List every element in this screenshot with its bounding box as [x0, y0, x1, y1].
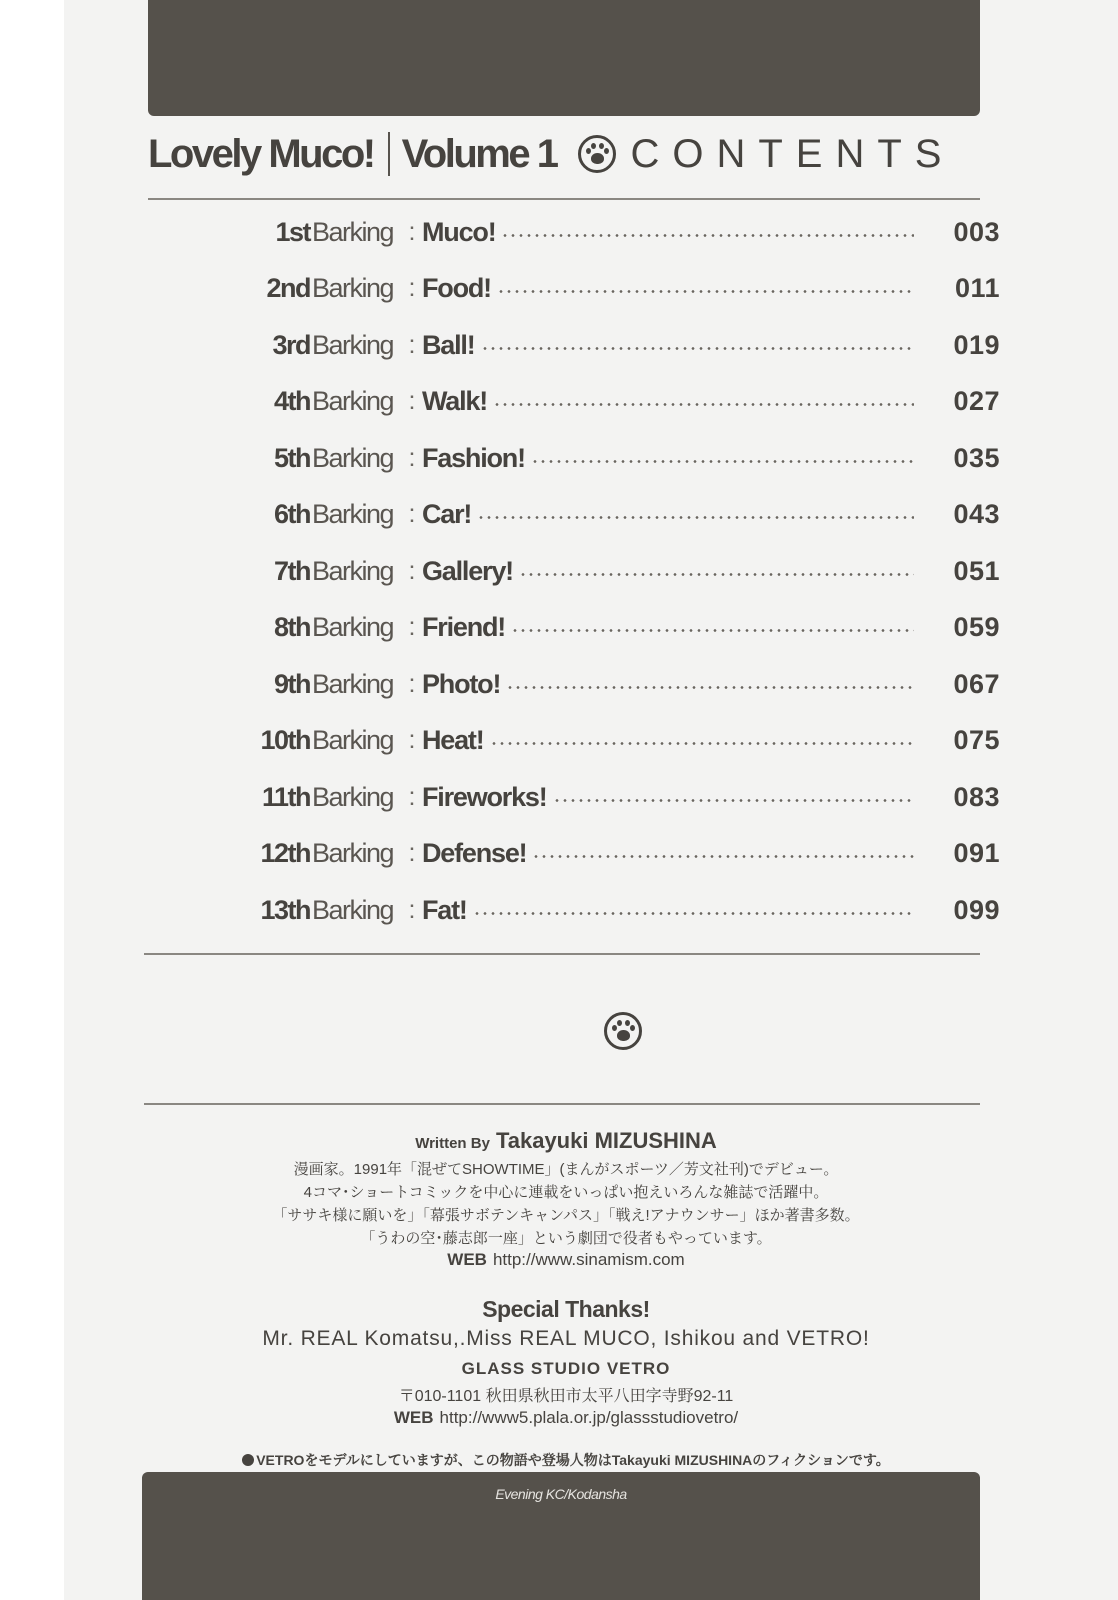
chapter-ordinal: 11th — [261, 781, 310, 812]
chapter-word: Barking — [312, 499, 394, 529]
chapter-title: Fat! — [422, 894, 467, 925]
page-number: 003 — [953, 216, 1000, 247]
chapter-word: Barking — [312, 329, 394, 360]
toc-entry[interactable] — [148, 382, 1052, 422]
chapter-ordinal: 2nd — [266, 273, 310, 303]
page-number: 067 — [953, 668, 1000, 699]
studio-web — [148, 1408, 984, 1428]
paw-icon — [578, 135, 616, 173]
written-by-label: Written By — [415, 1135, 490, 1152]
chapter-ordinal: 10th — [260, 725, 310, 755]
page-number: 091 — [953, 838, 1000, 868]
toc-entry[interactable] — [148, 834, 1052, 874]
chapter-word: Barking — [312, 216, 394, 247]
chapter-title: Friend! — [422, 612, 506, 642]
dot-leader — [519, 573, 914, 576]
credits-section — [148, 1128, 984, 1470]
page-number: 099 — [953, 894, 1000, 925]
chapter-title: Food! — [422, 273, 491, 303]
dot-leader — [481, 347, 914, 350]
chapter-ordinal: 4th — [274, 386, 310, 416]
web-label: WEB — [393, 1408, 434, 1427]
page-number: 011 — [954, 273, 1000, 303]
toc-bottom-rule — [144, 953, 980, 955]
dot-leader — [493, 403, 914, 406]
author-web — [148, 1250, 984, 1270]
chapter-title: Ball! — [422, 329, 475, 360]
chapter-word: Barking — [312, 442, 394, 473]
separator-colon: : — [408, 895, 416, 924]
volume-label: Volume 1 — [401, 131, 557, 176]
chapter-title: Heat! — [422, 725, 484, 755]
toc-entry[interactable] — [148, 664, 1052, 704]
bio-line: 4コマ･ショートコミックを中心に連載をいっぱい抱えいろんな雑誌で活躍中。 — [303, 1184, 829, 1201]
toc-entry[interactable] — [148, 777, 1052, 817]
page-number: 035 — [953, 442, 1000, 473]
toc-entry[interactable] — [148, 212, 1052, 252]
chapter-word: Barking — [312, 725, 394, 755]
chapter-word: Barking — [312, 612, 394, 642]
page-number: 043 — [953, 499, 1000, 529]
toc-entry[interactable] — [148, 551, 1052, 591]
toc-entry[interactable] — [148, 890, 1052, 930]
dot-leader — [531, 460, 914, 463]
chapter-ordinal: 6th — [274, 499, 310, 529]
dot-leader — [511, 629, 914, 632]
separator-colon: : — [408, 330, 416, 359]
page-number: 059 — [953, 612, 1000, 642]
page-number: 051 — [953, 555, 1000, 586]
disclaimer — [148, 1450, 984, 1470]
publisher-label: Evening KC/Kodansha — [495, 1486, 627, 1502]
dot-leader — [506, 686, 914, 689]
author-url[interactable]: http://www.sinamism.com — [492, 1250, 685, 1269]
page-title — [148, 128, 988, 180]
chapter-word: Barking — [312, 781, 394, 812]
chapter-title: Walk! — [422, 386, 488, 416]
dot-leader — [477, 516, 914, 519]
dot-leader — [490, 742, 914, 745]
separator-colon: : — [408, 782, 416, 811]
chapter-ordinal: 5th — [274, 442, 310, 473]
studio-name: GLASS STUDIO VETRO — [461, 1359, 671, 1378]
chapter-word: Barking — [312, 668, 394, 699]
chapter-ordinal: 1st — [275, 216, 310, 247]
toc-entry[interactable] — [148, 269, 1052, 309]
chapter-word: Barking — [312, 894, 394, 925]
author-line — [148, 1128, 984, 1154]
chapter-ordinal: 13th — [260, 894, 310, 925]
bio-line: 「うわの空･藤志郎一座」という劇団で役者もやっています。 — [360, 1230, 772, 1247]
contents-label: CONTENTS — [630, 131, 955, 176]
book-title: Lovely Muco! — [148, 131, 374, 176]
chapter-word: Barking — [312, 273, 394, 303]
separator-colon: : — [408, 613, 416, 641]
toc-entry[interactable] — [148, 495, 1052, 535]
credits-top-rule — [144, 1103, 980, 1105]
separator-colon: : — [408, 500, 416, 528]
studio-address: 〒010-1101 秋田県秋田市太平八田字寺野92-11 — [398, 1388, 734, 1405]
chapter-title: Gallery! — [422, 555, 513, 586]
bio-line: 漫画家。1991年「混ぜてSHOWTIME」(まんがスポーツ／芳文社刊)でデビュー。 — [293, 1161, 839, 1178]
paw-icon — [604, 1012, 642, 1050]
separator-colon: : — [408, 217, 416, 246]
separator-colon: : — [408, 669, 416, 698]
chapter-ordinal: 8th — [274, 612, 310, 642]
chapter-word: Barking — [312, 555, 394, 586]
separator-colon: : — [408, 443, 416, 472]
dot-leader — [532, 855, 914, 858]
chapter-word: Barking — [312, 838, 394, 868]
bottom-band — [142, 1472, 980, 1600]
chapter-title: Fashion! — [422, 442, 525, 473]
separator-colon: : — [408, 387, 416, 415]
dot-leader — [473, 912, 914, 915]
disclaimer-text: VETROをモデルにしていますが、この物語や登場人物はTakayuki MIZUSHINAのフィクションです。 — [256, 1452, 890, 1468]
author-name: Takayuki MIZUSHINA — [495, 1128, 717, 1153]
top-band — [148, 0, 980, 116]
separator-colon: : — [408, 556, 416, 585]
chapter-title: Defense! — [422, 838, 527, 868]
separator-colon: : — [408, 839, 416, 867]
dot-leader — [553, 799, 914, 802]
toc-entry[interactable] — [148, 721, 1052, 761]
chapter-title: Photo! — [422, 668, 501, 699]
separator-colon: : — [408, 726, 416, 754]
special-thanks-heading: Special Thanks! — [482, 1296, 650, 1322]
contents-page — [64, 0, 1118, 1600]
chapter-word: Barking — [312, 386, 394, 416]
page-number: 075 — [953, 725, 1000, 755]
page-number: 019 — [953, 329, 1000, 360]
title-divider-rule — [148, 198, 980, 200]
bio-line: 「ササキ様に願いを」「幕張サボテンキャンパス」「戦え!アナウンサー」ほか著書多数。 — [272, 1207, 860, 1224]
paw-bullet-icon — [242, 1454, 254, 1466]
chapter-title: Muco! — [422, 216, 496, 247]
page-number: 083 — [953, 781, 1000, 812]
special-thanks-body: Mr. REAL Komatsu,.Miss REAL MUCO, Ishikou and VETRO! — [262, 1327, 870, 1350]
chapter-ordinal: 7th — [274, 555, 310, 586]
dot-leader — [497, 290, 914, 293]
title-divider — [388, 132, 390, 176]
chapter-title: Car! — [422, 499, 472, 529]
web-label: WEB — [447, 1250, 487, 1269]
chapter-ordinal: 3rd — [272, 329, 310, 360]
studio-url[interactable]: http://www5.plala.or.jp/glassstudiovetro/ — [439, 1408, 739, 1427]
chapter-title: Fireworks! — [422, 781, 547, 812]
toc-entry[interactable] — [148, 608, 1052, 648]
toc-entry[interactable] — [148, 325, 1052, 365]
toc-entry[interactable] — [148, 438, 1052, 478]
page-number: 027 — [953, 386, 1000, 416]
separator-colon: : — [408, 274, 416, 302]
chapter-ordinal: 12th — [260, 838, 310, 868]
chapter-ordinal: 9th — [274, 668, 310, 699]
dot-leader — [501, 234, 914, 237]
author-bio — [148, 1158, 984, 1250]
